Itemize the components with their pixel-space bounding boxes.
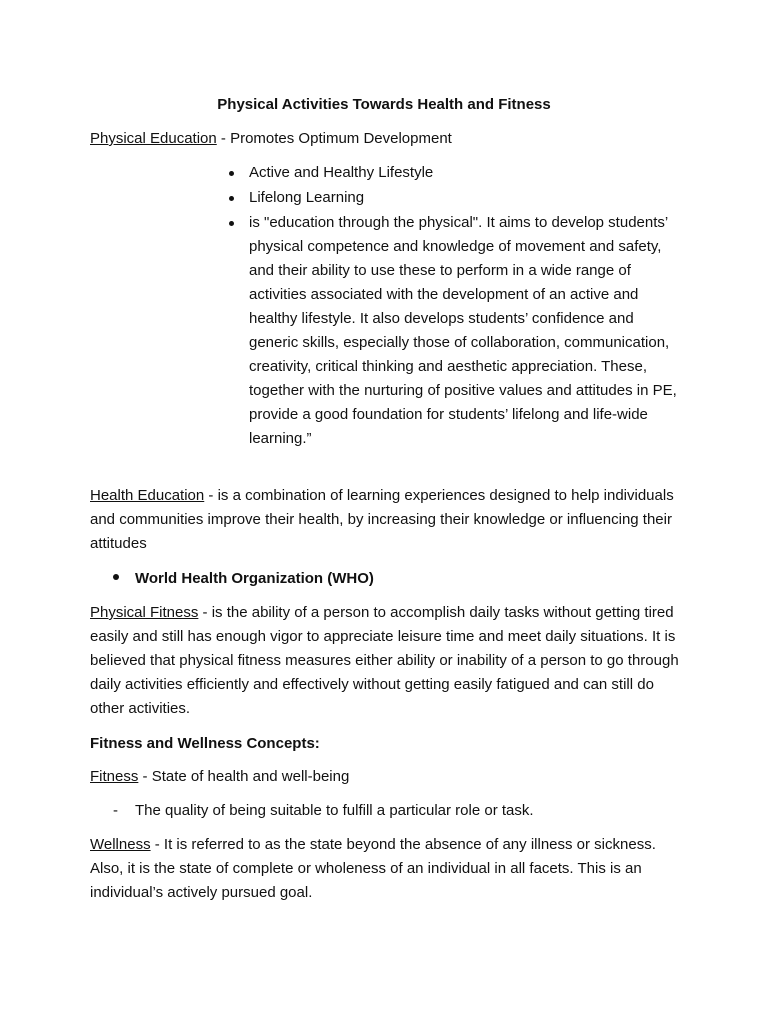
bullet-icon — [229, 171, 234, 176]
bullet-text: is "education through the physical". It aims to develop students’ physical competence and knowledge of movement and safety, and their ability to use these to perform in a wide range of activities associated with the development of an active and healthy lifestyle. It also develops students’ confidence and generic skills, especially those of collaboration, communication, creativity, critical thinking and aesthetic appreciation. These, together with the nurturing of positive values and attitudes in PE, provide a good foundation for students’ lifelong and life-wide learning.” — [249, 214, 677, 447]
bullet-text: Lifelong Learning — [249, 189, 365, 206]
page-title: Physical Activities Towards Health and Fitness — [217, 96, 551, 113]
bullet-icon — [229, 221, 234, 226]
physical-education-bullet-list — [229, 161, 681, 452]
list-item — [229, 186, 681, 210]
concepts-heading: Fitness and Wellness Concepts: — [90, 735, 320, 752]
physical-fitness-term: Physical Fitness — [90, 604, 199, 621]
bullet-icon — [113, 574, 119, 580]
dash-marker: - — [113, 802, 118, 819]
physical-education-term: Physical Education — [90, 130, 217, 147]
fitness-paragraph — [90, 765, 690, 789]
who-bullet-text: World Health Organization (WHO) — [135, 570, 374, 587]
health-education-paragraph — [90, 484, 690, 556]
health-education-definition: - is a combination of learning experiences designed to help individuals and communities improve their health, by increasing their knowledge or influencing their attitudes — [90, 487, 674, 552]
physical-fitness-paragraph — [90, 601, 690, 721]
wellness-term: Wellness — [90, 836, 151, 853]
wellness-paragraph — [90, 833, 690, 905]
wellness-definition: - It is referred to as the state beyond the absence of any illness or sickness. Also, it is the state of complete or wholeness of an individual in all facets. This is an individual’s actively pursued goal. — [90, 836, 656, 901]
fitness-dash-text: The quality of being suitable to fulfill a particular role or task. — [135, 802, 534, 819]
fitness-definition: - State of health and well-being — [138, 768, 350, 785]
bullet-icon — [229, 196, 234, 201]
physical-education-paragraph — [90, 127, 690, 151]
list-item — [229, 161, 681, 185]
who-bullet — [113, 567, 374, 591]
fitness-dash-item — [113, 799, 534, 823]
health-education-term: Health Education — [90, 487, 205, 504]
physical-fitness-definition: - is the ability of a person to accomplish daily tasks without getting tired easily and still has enough vigor to appreciate leisure time and meet daily situations. It is believed that physical fitness measures either ability or inability of a person to go through daily activities efficiently and effectively without getting easily fatigued and can still do other activities. — [90, 604, 679, 717]
list-item — [229, 211, 681, 451]
physical-education-definition: - Promotes Optimum Development — [216, 130, 452, 147]
bullet-text: Active and Healthy Lifestyle — [249, 164, 434, 181]
fitness-term: Fitness — [90, 768, 139, 785]
